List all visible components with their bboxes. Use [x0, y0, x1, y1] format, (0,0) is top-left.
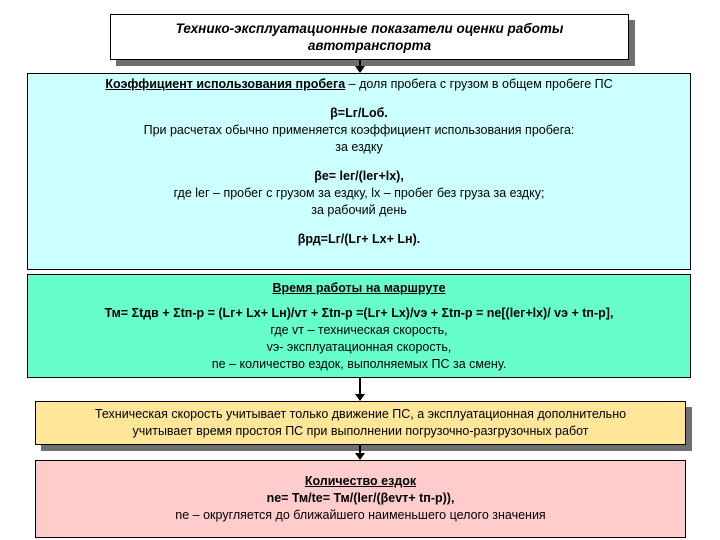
speed-note-line-2: учитывает время простоя ПС при выполнении погрузочно-разгрузочных работ	[132, 424, 589, 438]
mileage-heading-line	[28, 76, 690, 93]
trips-heading: Количество ездок	[304, 474, 417, 488]
mileage-heading-rest: – доля пробега с грузом в общем пробеге ПС	[345, 77, 613, 91]
mileage-text-definitions: где lег – пробег с грузом за ездку, lх – пробег без груза за ездку;	[173, 186, 545, 200]
mileage-text-usage: При расчетах обычно применяется коэффициент использования пробега:	[143, 123, 575, 137]
mileage-coefficient-box	[27, 73, 691, 270]
speed-note-line-1: Техническая скорость учитывает только движение ПС, а эксплуатационная дополнительно	[94, 407, 627, 421]
route-time-box	[27, 274, 691, 378]
trips-text-rounding: nе – округляется до ближайшего наименьшего целого значения	[175, 508, 546, 522]
mileage-text-per-trip: за ездку	[335, 140, 383, 154]
trips-formula: nе= Тм/tе= Тм/(lег/(βеvт+ tп-р)),	[266, 491, 455, 505]
mileage-formula-total: β=Lг/Lоб.	[330, 106, 388, 120]
route-time-formula: Тм= Σtдв + Σtп-р = (Lг+ Lх+ Lн)/vт + Σtп-р =(Lг+ Lх)/vэ + Σtп-р = nе[(lег+lх)/ vэ + tп-р],	[104, 306, 614, 320]
route-time-text-ve: vэ- эксплуатационная скорость,	[266, 340, 452, 354]
title-box	[110, 14, 629, 60]
title-line-1: Технико-эксплуатационные показатели оценки работы	[175, 21, 564, 36]
route-time-text-ne: nе – количество ездок, выполняемых ПС за смену.	[211, 357, 507, 371]
mileage-text-per-day: за рабочий день	[311, 203, 407, 217]
route-time-text-vt: где vт – техническая скорость,	[270, 323, 448, 337]
title-line-2: автотранспорта	[307, 38, 432, 53]
mileage-formula-trip: βе= lег/(lег+lх),	[314, 169, 404, 183]
trips-box	[35, 460, 686, 538]
route-time-heading: Время работы на маршруте	[272, 281, 446, 295]
mileage-heading: Коэффициент использования пробега	[105, 77, 346, 91]
mileage-formula-day: βрд=Lг/(Lг+ Lх+ Lн).	[297, 232, 421, 246]
speed-note-box	[35, 401, 686, 445]
